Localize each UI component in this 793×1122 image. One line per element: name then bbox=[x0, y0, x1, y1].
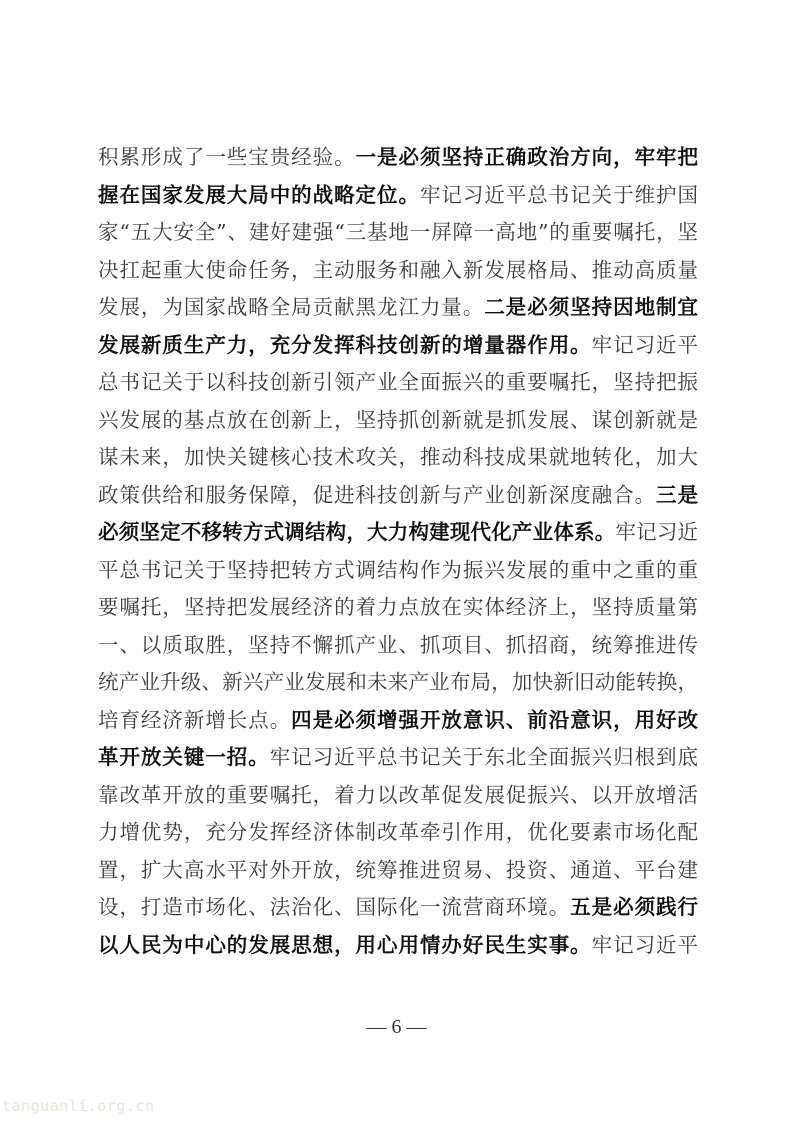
body-text: 靠改革开放的重要嘱托，着力以改革促发展促振兴、以开放增活 bbox=[98, 782, 698, 807]
bold-heading-text: 二是必须坚持因地制宜 bbox=[484, 295, 699, 319]
body-text: 牢记习近平总书记关于东北全面振兴归根到底 bbox=[269, 745, 698, 769]
text-line bbox=[98, 514, 698, 552]
text-line bbox=[98, 664, 698, 702]
body-text: 决扛起重大使命任务，主动服务和融入新发展格局、推动高质量 bbox=[98, 257, 698, 282]
body-text: 统产业升级、新兴产业发展和未来产业布局，加快新旧动能转换， bbox=[98, 670, 698, 694]
text-line bbox=[98, 364, 698, 402]
body-text: 力增优势，充分发挥经济体制改革牵引作用，优化要素市场化配 bbox=[98, 820, 698, 844]
body-text: 平总书记关于坚持把转方式调结构作为振兴发展的重中之重的重 bbox=[98, 557, 698, 582]
body-text: 置，扩大高水平对外开放，统筹推进贸易、投资、通道、平台建 bbox=[98, 857, 698, 882]
body-text: 牢记习近 bbox=[615, 520, 699, 544]
bold-heading-text: 以人民为中心的发展思想，用心用情办好民生实事。 bbox=[98, 932, 592, 957]
text-line bbox=[98, 252, 698, 290]
body-text: 家“五大安全”、建好建强“三基地一屏障一高地”的重要嘱托，坚 bbox=[98, 220, 698, 244]
bold-heading-text: 发展新质生产力，充分发挥科技创新的增量器作用。 bbox=[98, 332, 592, 357]
document-body bbox=[98, 139, 698, 964]
text-line bbox=[98, 177, 698, 215]
text-line bbox=[98, 402, 698, 440]
text-line bbox=[98, 214, 698, 252]
text-line bbox=[98, 739, 698, 777]
bold-heading-text: 必须坚定不移转方式调结构，大力构建现代化产业体系。 bbox=[98, 520, 616, 544]
bold-heading-text: 四是必须增强开放意识、前沿意识，用好改 bbox=[291, 707, 699, 732]
body-text: 要嘱托，坚持把发展经济的着力点放在实体经济上，坚持质量第 bbox=[98, 595, 698, 619]
text-line bbox=[98, 889, 698, 927]
text-line bbox=[98, 777, 698, 815]
bold-heading-text: 一是必须坚持正确政治方向，牢牢把 bbox=[355, 145, 699, 169]
text-line bbox=[98, 327, 698, 365]
body-text: 牢记习近平 bbox=[591, 932, 699, 957]
bold-heading-text: 革开放关键一招。 bbox=[98, 745, 270, 769]
bold-heading-text: 握在国家发展大局中的战略定位。 bbox=[98, 182, 420, 207]
text-line bbox=[98, 589, 698, 627]
text-line bbox=[98, 702, 698, 740]
body-text: 一、以质取胜，坚持不懈抓产业、抓项目、抓招商，统筹推进传 bbox=[98, 632, 698, 657]
bold-heading-text: 五是必须践行 bbox=[570, 895, 699, 919]
text-line bbox=[98, 814, 698, 852]
text-line bbox=[98, 927, 698, 965]
text-line bbox=[98, 477, 698, 515]
body-text: 积累形成了一些宝贵经验。 bbox=[98, 145, 356, 169]
body-text: 牢记习近平总书记关于维护国 bbox=[419, 182, 699, 207]
text-line bbox=[98, 552, 698, 590]
bold-heading-text: 三是 bbox=[656, 482, 699, 507]
body-text: 牢记习近平 bbox=[591, 332, 699, 357]
body-text: 谋未来，加快关键核心技术攻关，推动科技成果就地转化，加大 bbox=[98, 445, 698, 469]
body-text: 兴发展的基点放在创新上，坚持抓创新就是抓发展、谋创新就是 bbox=[98, 407, 698, 432]
body-text: 培育经济新增长点。 bbox=[98, 707, 292, 732]
text-line bbox=[98, 139, 698, 177]
watermark: tanguanli.org.cn bbox=[2, 1097, 155, 1115]
body-text: 设，打造市场化、法治化、国际化一流营商环境。 bbox=[98, 895, 571, 919]
page-number: — 6 — bbox=[366, 1016, 427, 1038]
body-text: 总书记关于以科技创新引领产业全面振兴的重要嘱托，坚持把振 bbox=[98, 370, 698, 394]
text-line bbox=[98, 627, 698, 665]
text-line bbox=[98, 289, 698, 327]
body-text: 发展，为国家战略全局贡献黑龙江力量。 bbox=[98, 295, 485, 319]
text-line bbox=[98, 852, 698, 890]
body-text: 政策供给和服务保障，促进科技创新与产业创新深度融合。 bbox=[98, 482, 657, 507]
text-line bbox=[98, 439, 698, 477]
